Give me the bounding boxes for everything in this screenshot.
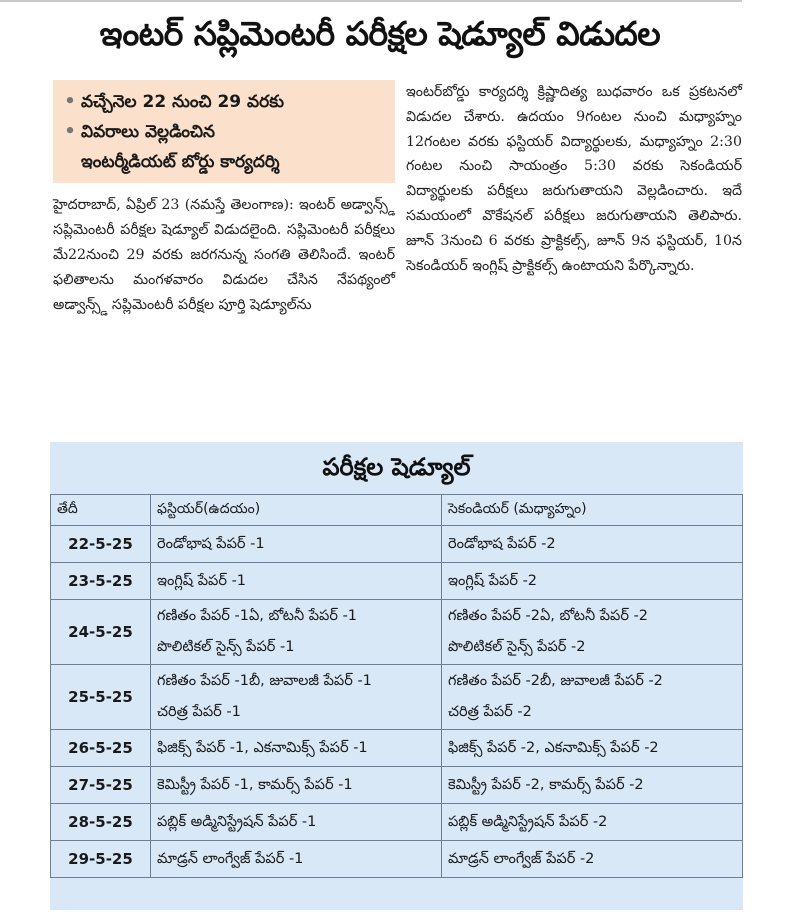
first-year-paper	[151, 563, 442, 600]
paper-name: ఇంగ్లిష్ పేపర్ -1	[157, 572, 247, 589]
paper-name: మాడ్రన్ లాంగ్వేజ్ పేపర్ -1	[157, 850, 304, 867]
schedule-table	[50, 494, 743, 878]
exam-date: 23-5-25	[51, 563, 151, 600]
paper-name: గణితం పేపర్ -2బీ, జువాలజీ పేపర్ -2	[448, 673, 663, 689]
article-right-column	[406, 80, 742, 278]
schedule-row	[51, 804, 743, 841]
exam-date: 27-5-25	[51, 767, 151, 804]
header-second-year: సెకండియర్ (మధ్యాహ్నం)	[442, 495, 743, 526]
paper-name: చరిత్ర పేపర్ -1	[157, 704, 241, 720]
schedule-title: పరీక్షల షెడ్యూల్	[322, 453, 471, 481]
highlights-box	[53, 80, 395, 183]
schedule-row	[51, 767, 743, 804]
paper-name: గణితం పేపర్ -1ఏ, బోటనీ పేపర్ -1	[157, 608, 358, 624]
schedule-row	[51, 563, 743, 600]
paper-name: ఇంగ్లిష్ పేపర్ -2	[448, 572, 538, 589]
schedule-box	[50, 442, 743, 910]
schedule-row	[51, 841, 743, 878]
paper-name: పబ్లిక్ అడ్మినిస్ట్రేషన్ పేపర్ -2	[448, 813, 608, 830]
paper-name: పొలిటికల్ సైన్స్ పేపర్ -1	[157, 639, 295, 655]
schedule-row	[51, 665, 743, 730]
second-year-paper	[442, 804, 743, 841]
schedule-row	[51, 526, 743, 563]
second-year-paper	[442, 526, 743, 563]
paper-name: రెండోభాష పేపర్ -2	[448, 535, 556, 552]
second-year-paper	[442, 841, 743, 878]
highlight-item-continued	[59, 147, 389, 177]
paper-name: రెండోభాష పేపర్ -1	[157, 535, 265, 552]
first-year-paper	[151, 804, 442, 841]
schedule-row	[51, 730, 743, 767]
paper-name: గణితం పేపర్ -2ఏ, బోటనీ పేపర్ -2	[448, 608, 649, 624]
first-year-paper	[151, 767, 442, 804]
headline: ఇంటర్ సప్లిమెంటరీ పరీక్షల షెడ్యూల్ విడుదల	[99, 14, 661, 53]
exam-date: 25-5-25	[51, 665, 151, 730]
exam-date: 29-5-25	[51, 841, 151, 878]
article-body-right: ఇంటర్‌బోర్డు కార్యదర్శి క్రిష్ణాదిత్య బుధవారం ఒక ప్రకటనలో విడుదల చేశారు. ఉదయం 9గంటల నుంచి మధ్యాహ్నం 12గంటల వరకు ఫస్టియర్ విద్యార్థులకు, మధ్యాహ్నం 2:30 గంటల నుంచి సాయంత్రం 5:30 వరకు సెకండియర్ విద్యార్థులకు పరీక్షలు జరుగుతాయని వెల్లడించారు. ఇదే సమయంలో వొకేషనల్ పరీక్షలు జరుగుతాయని తెలిపారు. జూన్ 3నుంచి 6 వరకు ప్రాక్టికల్స్, జూన్ 9న ఫస్టియర్, 10న సెకండియర్ ఇంగ్లిష్ ప్రాక్టికల్స్ ఉంటాయని పేర్కొన్నారు.	[406, 84, 742, 274]
highlight-text: వివరాలు వెల్లడించిన	[81, 122, 215, 142]
paper-name: ఫిజిక్స్ పేపర్ -2, ఎకనామిక్స్ పేపర్ -2	[448, 739, 659, 756]
bullet-icon: •	[64, 91, 76, 112]
first-year-paper	[151, 730, 442, 767]
first-year-paper	[151, 841, 442, 878]
bullet-icon: •	[64, 121, 76, 142]
highlight-item	[59, 87, 389, 117]
paper-name: ఫిజిక్స్ పేపర్ -1, ఎకనామిక్స్ పేపర్ -1	[157, 739, 368, 756]
highlight-item	[59, 117, 389, 147]
highlight-text: ఇంటర్మీడియట్ బోర్డు కార్యదర్శి	[81, 152, 280, 172]
exam-date: 22-5-25	[51, 526, 151, 563]
paper-name: కెమిస్ట్రీ పేపర్ -2, కామర్స్ పేపర్ -2	[448, 776, 644, 793]
paper-name: గణితం పేపర్ -1బీ, జువాలజీ పేపర్ -1	[157, 673, 372, 689]
first-year-paper	[151, 526, 442, 563]
paper-name: పొలిటికల్ సైన్స్ పేపర్ -2	[448, 639, 586, 655]
schedule-header-row	[51, 495, 743, 526]
highlight-text: వచ్చేనెల 22 నుంచి 29 వరకు	[81, 92, 284, 112]
paper-name: మాడ్రన్ లాంగ్వేజ్ పేపర్ -2	[448, 850, 595, 867]
second-year-paper	[442, 665, 743, 730]
paper-name: చరిత్ర పేపర్ -2	[448, 704, 532, 720]
exam-date: 26-5-25	[51, 730, 151, 767]
paper-name: పబ్లిక్ అడ్మినిస్ట్రేషన్ పేపర్ -1	[157, 813, 317, 830]
exam-date: 28-5-25	[51, 804, 151, 841]
article-body-left: హైదరాబాద్, ఏప్రిల్ 23 (నమస్తే తెలంగాణ): ఇంటర్ అడ్వాన్స్డ్ సప్లిమెంటరీ పరీక్షల షెడ్యూల్ విడుదలైంది. సప్లిమెంటరీ పరీక్షలు మే22నుంచి 29 వరకు జరగనున్న సంగతి తెలిసిందే. ఇంటర్ ఫలితాలను మంగళవారం విడుదల చేసిన నేపథ్యంలో అడ్వాన్స్డ్ సప్లిమెంటరీ పరీక్షల పూర్తి షెడ్యూల్‌ను	[53, 197, 395, 313]
exam-date: 24-5-25	[51, 600, 151, 665]
second-year-paper	[442, 563, 743, 600]
article-left-column	[53, 80, 395, 318]
second-year-paper	[442, 730, 743, 767]
second-year-paper	[442, 600, 743, 665]
schedule-row	[51, 600, 743, 665]
paper-name: కెమిస్ట్రీ పేపర్ -1, కామర్స్ పేపర్ -1	[157, 776, 353, 793]
top-divider	[0, 0, 742, 2]
first-year-paper	[151, 600, 442, 665]
second-year-paper	[442, 767, 743, 804]
first-year-paper	[151, 665, 442, 730]
header-first-year: ఫస్టియర్(ఉదయం)	[151, 495, 442, 526]
header-date: తేదీ	[51, 495, 151, 526]
